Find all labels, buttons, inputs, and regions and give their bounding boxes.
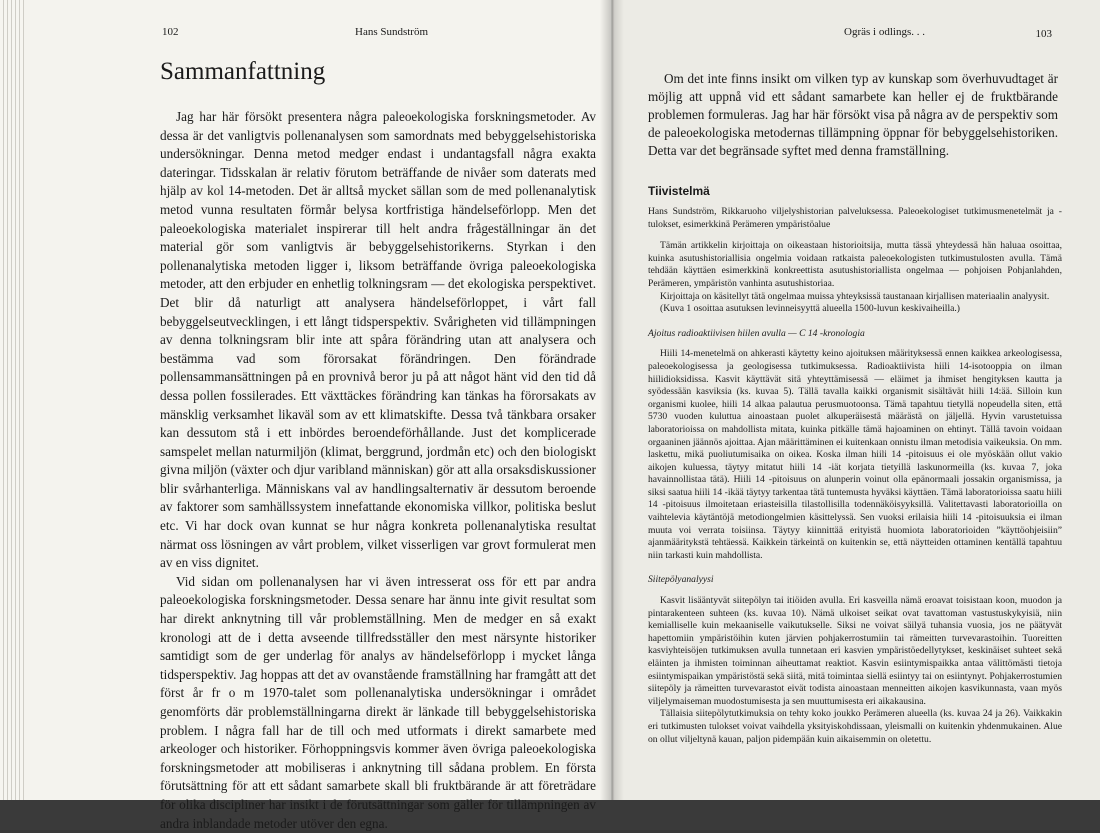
right-page: [612, 0, 1100, 800]
section-title: Sammanfattning: [160, 58, 326, 85]
intro-text: [648, 70, 1058, 160]
author-line: Hans Sundström, Rikkaruoho viljelyshistorian palveluksessa. Paleoekologiset tutkimusmenetelmät ja -tulokset, esimerkkinä Perämeren ympäristöalue: [648, 206, 1062, 230]
paragraph: (Kuva 1 osoittaa asutuksen levinneisyyttä alueella 1500-luvun keskivaiheilla.): [660, 303, 960, 315]
paragraph: Vid sidan om pollenanalysen har vi även intresserat oss för ett par andra paleoekologiska forskningsmetoder. Dessa senare har ännu inte givit resultat som har direkt anknytning till vår problemställning. Men de medger en så exakt kronologi att de i detta avseende tillfredsställer den mest närsynte historiker samtidigt som de ger underlag för analys av händelseförlopp i mycket långa tidsperspektiv. Jag hoppas att det av ovanstående framställning har framgått att det först år fr o m 1970-talet som pollenanalytiska undersökningar i området genomförts där problemställningarna direkt är länkade till bebyggelsehistoriska problem. I några fall har de till och med utformats i direkt samarbete med arkeologer och historiker. Förhoppningsvis kommer även övriga paleoekologiska forskningsmetoder att mobiliseras i anknytning till sådana problem. En första förutsättning för att ett sådant samarbete skall bli fruktbärande är att företrädare för olika discipliner har insikt i de förutsättningar som gäller för tillämpningen av andra inblandade metoder utöver den egna.: [160, 573, 596, 831]
summary-heading: Tiivistelmä: [648, 184, 710, 198]
page-stack-edges: [0, 0, 24, 800]
subheading: Siitepölyanalyysi: [648, 574, 714, 586]
paragraph: Tällaisia siitepölytutkimuksia on tehty koko joukko Perämeren alueella (ks. kuvaa 24 ja 26). Vaikkakin eri tutkimusten tulokset voivat vaihdella yksityiskohdissaan, yleismalli on kuitenkin yhdenmukainen. Alue on ollut viljeltynä kauan, paljon pidempään kuin aikaisemmin on oletettu.: [648, 708, 1062, 745]
finnish-summary: [648, 206, 1062, 746]
paragraph: Kirjoittaja on käsitellyt tätä ongelmaa muissa yhteyksissä taustanaan kirjallisen materiaalin analyysit.: [660, 290, 1050, 302]
subheading: Ajoitus radioaktiivisen hiilen avulla — C 14 -kronologia: [648, 327, 865, 339]
book-gutter: [600, 0, 624, 800]
body-text: [160, 108, 596, 833]
running-head: Hans Sundström: [355, 26, 429, 38]
paragraph: Hiili 14-menetelmä on ahkerasti käytetty keino ajoituksen määrityksessä ennen kaikkea arkeologisessa, paleoekologisessa ja geologisessa tutkimuksessa. Radioaktiivista hiili 14-isotooppia on ilman hiilidioksidissa. Kasvit käyttävät sitä yhteyttämisessä — eläimet ja ihmiset hengityksen kautta ja syödessään kasviksia (ks. kuvaa 5). Tällä tavalla kaikki organismit sisältävät hiili 14:ää. Silloin kun organismi kuolee, hiili 14 alkaa palautua perusmuotoonsa. Tämä tapahtuu tietyllä nopeudella siten, että 5730 vuoden kuluttua ainoastaan puolet alkuperäisestä määrästä on jäljellä. Hyvin varustetuissa laboratorioissa on mahdollista mitata, kuinka pitkälle tämä hajoaminen on ehtinyt. Tällä tavoin voidaan orgaaninen jäännös ajoittaa. Ajan määrittäminen ei kuitenkaan onnistu ilman metodisia vaikeuksia. On mm. laskettu, mikä puoliutumisaika on oikea. Koska ilman hiili 14 -pitoisuus ei ole myöskään ollut vakio aikojen kuluessa, täytyy mitatut hiili 14 -iät korjata tietyillä laskunormeilla (ks. kuvaa 7, joka havainnollistaa tätä). Hiili 14 -pitoisuus on alunperin voinut olla epänormaali jossakin organismissa, ja siksi saatua hiili 14 -ikää täytyy tarkentaa tätä tuntemusta hyväksi käyttäen. Tämä laboratorioissa saatu hiili 14 -pitoisuus ilmoitetaan eriasteisilla tilastollisilla todennäköisyyksillä. Valitettavasti laboratorioilla on vaihtelevia käytäntöjä metodiongelmien käsittelyssä. Sen vuoksi erilaisia hiili 14 -pitoisuuksia ei ilman muuta voi verrata toisiinsa. Täytyy kiinnittää erityistä huomiota laboratorioiden ”käyttöohjeisiin” ajanmääritykstä tehtäessä. Kaikkein tärkeintä on kuitenkin se, että näytteiden ottaminen kentällä tapahtuu niin tarkasti kuin mahdollista.: [648, 348, 1062, 561]
paragraph: Jag har här försökt presentera några paleoekologiska forskningsmetoder. Av dessa är det vanligtvis pollenanalysen som samordnats med bebyggelsehistoriska undersökningar. Denna metod medger endast i undantagsfall några exakta dateringar. Tidsskalan är relativ förutom beträffande de nivåer som daterats med hjälp av kol 14-metoden. Det är alltså mycket sällan som de med pollenanalytisk metod vunna resultaten förmår belysa kortfristiga händelseförlopp. Men det paleoekologiska materialet inspirerar till helt andra frågeställningar än det material gör som vanligtvis är bebyggelsehistorikerns. Styrkan i den pollenanalytiska metoden ligger i, liksom beträffande övriga paleoekologiska metoder, att den erbjuder en enhetlig tolkningsram — det ekologiska perspektivet. Det blir då naturligt att analysera händelseförloppet, i vårt fall bebyggelseutvecklingen, i ett långt tidsperspektiv. Svårigheten vid tillämpningen av denna tolkningsram blir inte att spåra förändring utan att analysera och bestämma vad som förorsakat förändringen. Den förändrade pollensammansättningen på en provnivå beror ju på att något hänt vid den tid då dessa pollen fossilerades. Ett växttäckes förändring kan tänkas ha förorsakats av mänsklig verksamhet likaväl som av ett klimatskifte. Dessa två tänkbara orsaker kan dessutom stå i ett inbördes beroendeförhållande. Just det komplicerade samspelet mellan naturmiljön (klimat, berggrund, jordmån etc) och den biologiskt givna miljön (växter och djur varibland människan) gör att alla orsaksdiskussioner blir svårhanterliga. Människans val av handlingsalternativ är dessutom beroende av faktorer som samhällssystem innefattande ekonomiska villkor, politiska beslut etc. Vi har dock ovan kunnat se hur några konkreta pollenanalytiska resultat närmat oss lösningen av vårt problem, vilket visserligen var grovt formulerat men av en viss dignitet.: [160, 109, 596, 571]
page-number: 102: [162, 26, 179, 38]
running-head: Ogräs i odlings. . .: [844, 26, 925, 38]
paragraph: Om det inte finns insikt om vilken typ av kunskap som överhuvudtaget är möjlig att uppnå vid ett sådant samarbete kan heller ej de fruktbärande problemen formuleras. Jag har här försökt visa på några av de perspektiv som de paleoekologiska metodernas tillämpning öppnar för bebyggelsehistoriken. Detta var det begränsade syftet med denna framställning.: [648, 71, 1058, 158]
page-number: 103: [1035, 28, 1052, 40]
paragraph: Tämän artikkelin kirjoittaja on oikeastaan historioitsija, mutta tässä yhteydessä hän haluaa osoittaa, kuinka asutushistoriallisia ongelmia voidaan ratkaista paleoekologisten tutkimustulosten avulla. Tämä tehdään käyttäen esimerkkinä konkreettista asutushistoriallista ongelmaa — pohjoisen Pohjanlahden, Perämeren, ympäristön vanhinta asutushistoriaa.: [648, 240, 1062, 289]
paragraph: Kasvit lisääntyvät siitepölyn tai itiöiden avulla. Eri kasveilla nämä eroavat toisistaan koon, muodon ja pintarakenteen suhteen (ks. kuvaa 10). Nämä ulkoiset seikat ovat tavattoman vastustuskykyisiä, niin kemialliselle kuin mekaaniselle vaikutukselle. Siksi ne voivat säilyä tuhansia vuosia, jos ne päätyvät hapettomiin ympäristöihin kuten järvien pohjakerrostumiin tai rämeitten turvevarastoihin. Tuoreitten kasviyhteisöjen tutkimuksen avulla tunnetaan eri kasvien ympäristöedellytykset, keskinäiset suhteet sekä eläinten ja ihmisten toiminnan aiheuttamat reaktiot. Kasvin esiintymispaikka antaa välittömästi tietoja esiintymispaikan ympäristöstä sekä siitä, mitä toimintaa siellä esiintyy tai on esiintynyt. Pohjakerrostumien siitepöly ja rämeitten turvevarastot eivät todista ainoastaan menneitten aikojen kasvikunnasta, vaan myös viljelymaiseman muodostumisesta ja sen muuttumisesta eri aikakausina.: [648, 595, 1062, 707]
